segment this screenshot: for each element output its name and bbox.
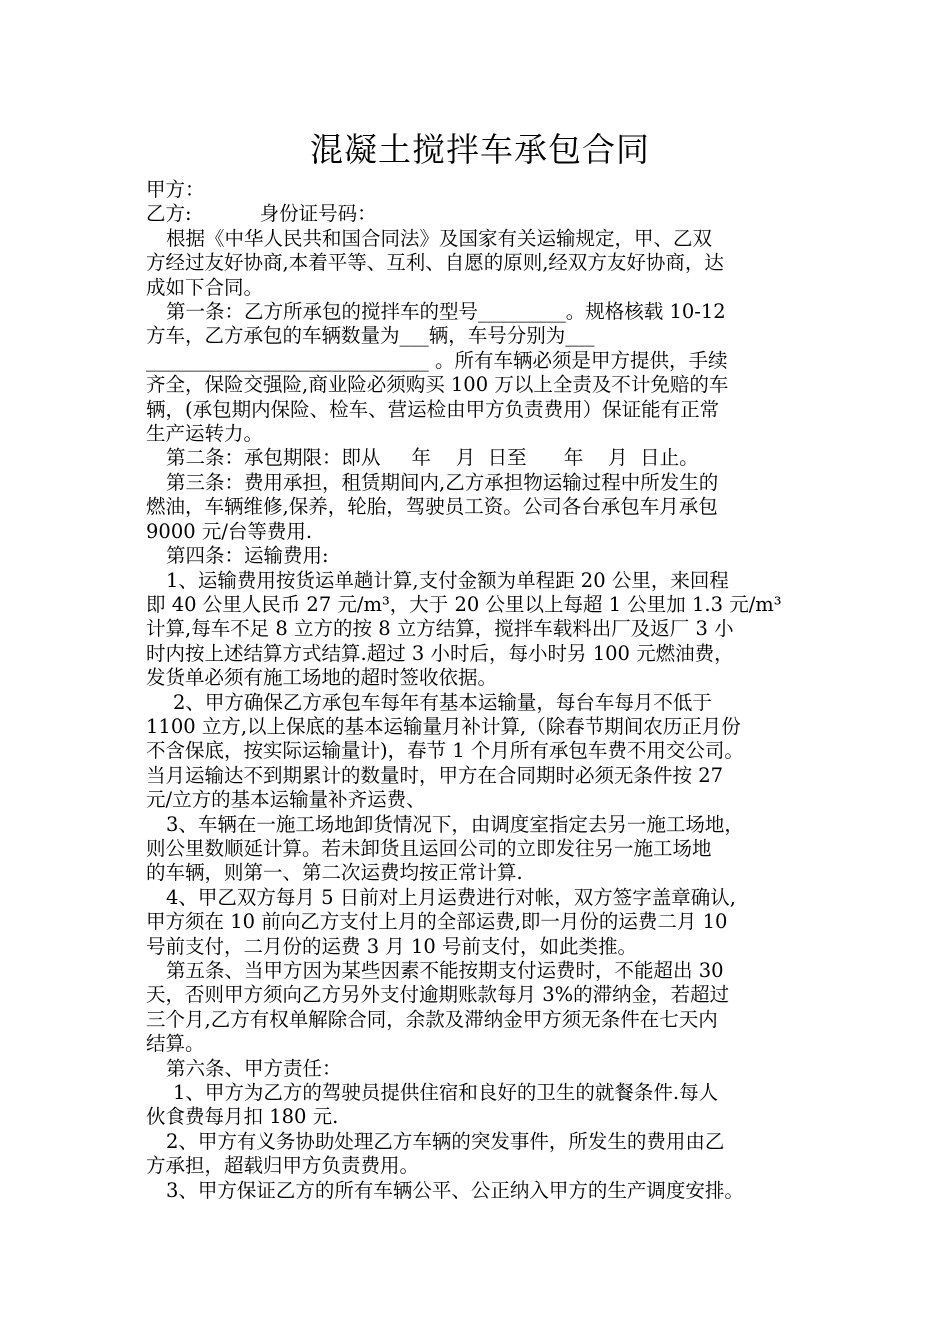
article-5-line-1: 第五条、当甲方因为某些因素不能按期支付运费时，不能超出 30 [166, 959, 724, 982]
article-4-item-4-line-1: 4、甲乙双方每月 5 日前对上月运费进行对帐，双方签字盖章确认, [166, 885, 736, 909]
preamble-line-2: 方经过友好协商,本着平等、互利、自愿的原则,经双方友好协商，达 [146, 251, 724, 275]
article-3-line-2: 燃油，车辆维修,保养，轮胎，驾驶员工资。公司各台承包车月承包 [146, 495, 718, 519]
article-4-item-2-line-3: 不含保底，按实际运输量计)，春节 1 个月所有承包车费不用交公司。 [146, 739, 744, 763]
article-5-line-3: 三个月,乙方有权单解除合同，余款及滞纳金甲方须无条件在七天内 [146, 1007, 718, 1031]
article-4-item-2-line-2: 1100 立方,以上保底的基本运输量月补计算,（除春节期间农历正月份 [146, 714, 741, 738]
party-a-line: 甲方： [146, 178, 205, 201]
article-4-item-1-line-1: 1、运输费用按货运单趟计算,支付金额为单程距 20 公里，来回程 [166, 568, 729, 592]
article-4-item-1-line-4: 时内按上述结算方式结算.超过 3 小时后，每小时另 100 元燃油费， [146, 641, 734, 665]
article-1-line-6: 生产运转力。 [146, 422, 264, 446]
article-1-line-5: 辆，(承包期内保险、检车、营运检由甲方负责费用）保证能有正常 [146, 397, 720, 421]
article-4-item-3-line-1: 3、车辆在一施工场地卸货情况下，由调度室指定去另一施工场地， [166, 812, 744, 836]
article-4-item-1-line-2: 即 40 公里人民币 27 元/m³，大于 20 公里以上每超 1 公里加 1.3 元/m³ [146, 592, 782, 616]
article-2-line-1: 第二条：承包期限：即从 年 月 日至 年 月 日止。 [166, 446, 699, 470]
article-6-item-2-line-1: 2、甲方有义务协助处理乙方车辆的突发事件，所发生的费用由乙 [166, 1129, 725, 1153]
article-1-line-2: 方车，乙方承包的车辆数量为___辆，车号分别为___ [146, 324, 595, 348]
article-4-item-2-line-1: 2、甲方确保乙方承包车每年有基本运输量，每台车每月不低于 [173, 690, 712, 714]
article-5-line-4: 结算。 [146, 1032, 205, 1056]
party-b-line [146, 202, 814, 226]
article-6-item-2-line-2: 方承担，超载归甲方负责费用。 [146, 1154, 420, 1178]
article-4-item-4-line-2: 甲方须在 10 前向乙方支付上月的全部运费,即一月份的运费二月 10 [146, 910, 728, 934]
article-1-line-3: _____________________________ 。所有车辆必须是甲方提供，手续 [146, 348, 728, 372]
document-title: 混凝土搅拌车承包合同 [310, 130, 650, 169]
article-3-line-3: 9000 元/台等费用. [146, 519, 313, 543]
article-1-line-4: 齐全，保险交强险,商业险必须购买 100 万以上全责及不计免赔的车 [146, 373, 729, 397]
article-4-item-3-line-3: 的车辆，则第一、第二次运费均按正常计算. [146, 861, 523, 885]
article-4-item-1-line-3: 计算,每车不足 8 立方的按 8 立方结算，搅拌车载料出厂及返厂 3 小 [146, 617, 734, 641]
article-4-item-3-line-2: 则公里数顺延计算。若未卸货且运回公司的立即发往另一施工场地 [146, 836, 712, 860]
article-4-item-2-line-4: 当月运输达不到期累计的数量时，甲方在合同期时必须无条件按 27 [146, 763, 724, 787]
article-4-item-1-line-5: 发货单必须有施工场地的超时签收依据。 [146, 666, 498, 690]
article-6-heading: 第六条、甲方责任： [166, 1056, 342, 1080]
article-4-item-4-line-3: 号前支付，二月份的运费 3 月 10 号前支付，如此类推。 [146, 934, 638, 958]
contract-document [146, 128, 814, 1203]
article-5-line-2: 天，否则甲方须向乙方另外支付逾期账款每月 3%的滞纳金，若超过 [146, 983, 730, 1007]
party-b-label: 乙方: [146, 202, 192, 226]
article-1-line-1: 第一条：乙方所承包的搅拌车的型号_________。规格核载 10-12 [166, 300, 726, 324]
article-6-item-1-line-1: 1、甲方为乙方的驾驶员提供住宿和良好的卫生的就餐条件.每人 [173, 1081, 719, 1105]
article-4-item-2-line-5: 元/立方的基本运输量补齐运费、 [146, 788, 426, 812]
article-6-item-3-line-1: 3、甲方保证乙方的所有车辆公平、公正纳入甲方的生产调度安排。 [166, 1178, 744, 1202]
preamble-line-3: 成如下合同。 [146, 275, 264, 299]
article-3-line-1: 第三条：费用承担，租赁期间内,乙方承担物运输过程中所发生的 [166, 470, 719, 494]
article-6-item-1-line-2: 伙食费每月扣 180 元. [146, 1105, 339, 1129]
id-number-label: 身份证号码： [259, 202, 377, 226]
article-4-heading: 第四条：运输费用: [166, 544, 329, 568]
preamble-line-1: 根据《中华人民共和国合同法》及国家有关运输规定，甲、乙双 [166, 226, 713, 250]
